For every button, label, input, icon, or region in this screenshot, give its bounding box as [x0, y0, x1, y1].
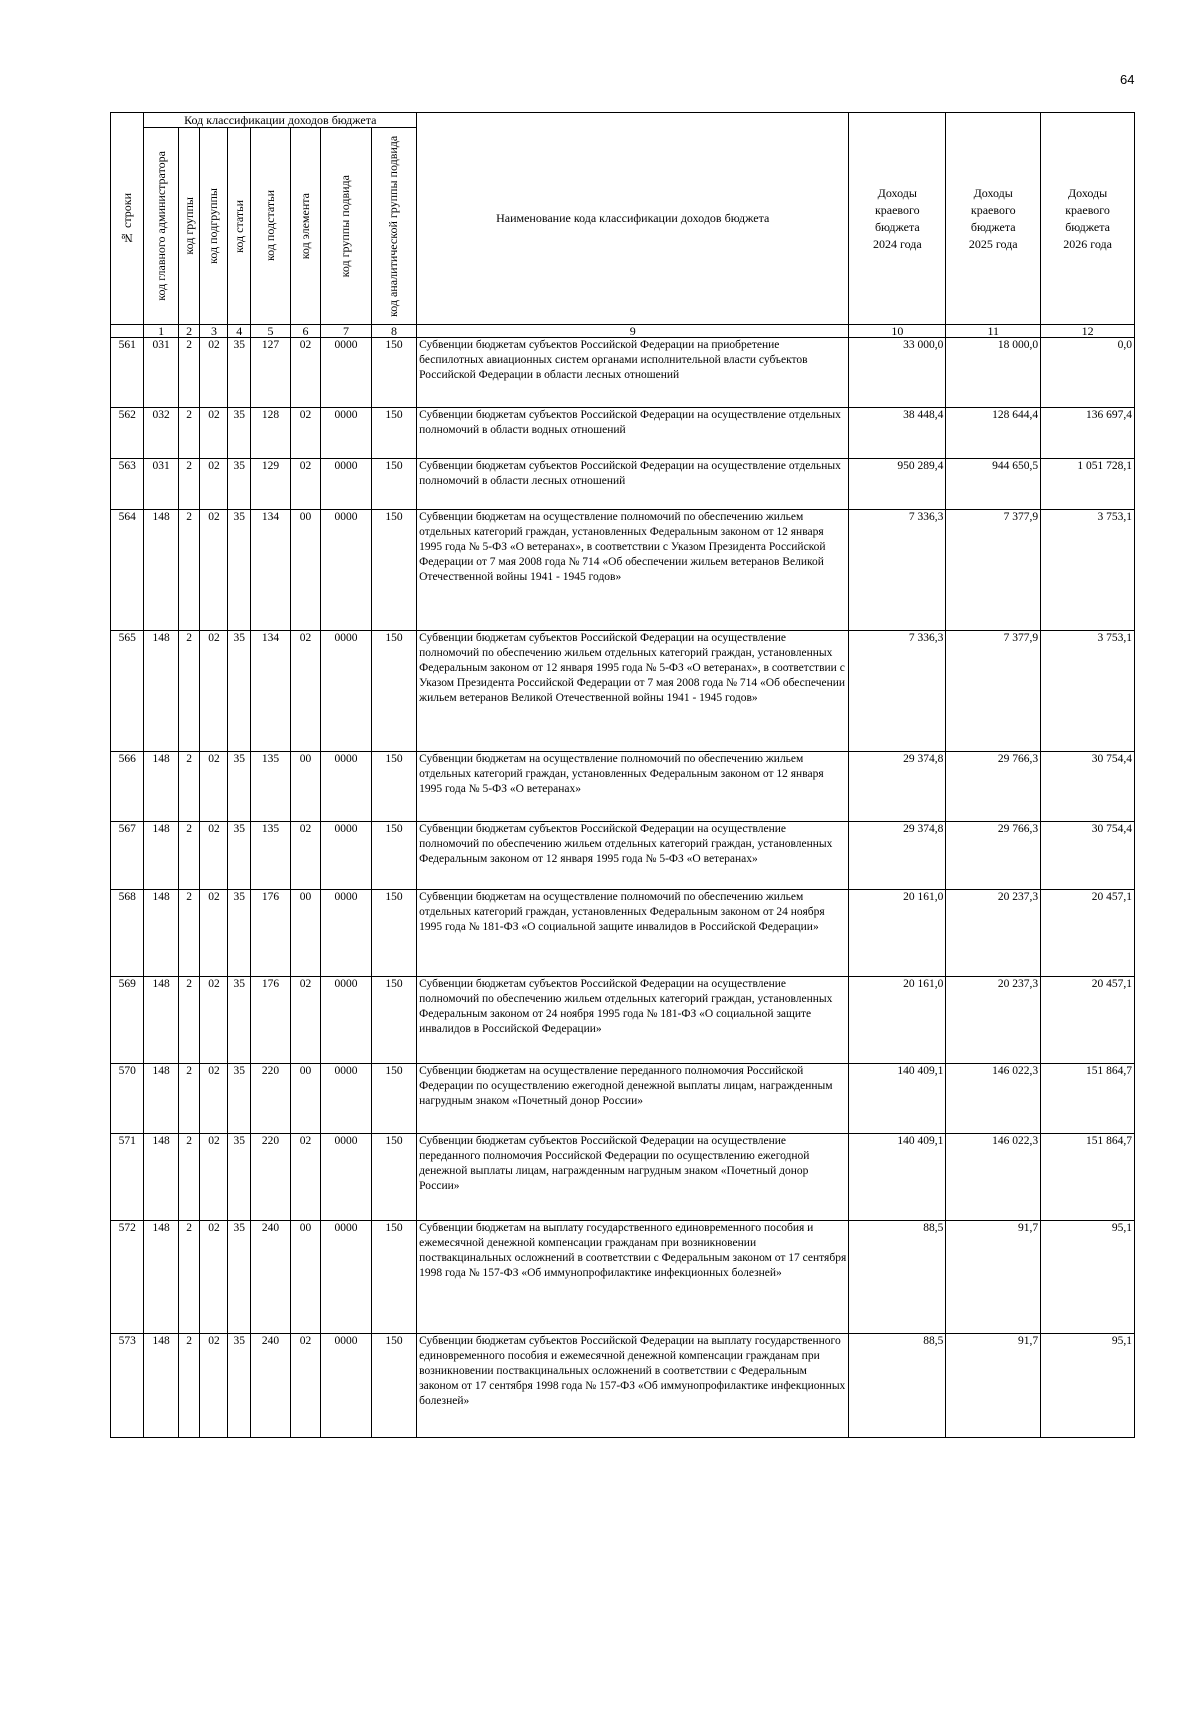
element-code-cell: 00	[290, 1221, 320, 1334]
subarticle-code-cell: 220	[251, 1064, 291, 1134]
subarticle-code-cell: 129	[251, 459, 291, 510]
article-code-cell: 35	[228, 1334, 251, 1438]
admin-code-cell: 032	[144, 408, 178, 459]
article-code-cell: 35	[228, 459, 251, 510]
sum-2026-cell: 0,0	[1041, 338, 1135, 408]
column-number: 10	[849, 325, 946, 338]
subtype-group-code-cell: 0000	[321, 510, 372, 631]
name-cell: Субвенции бюджетам субъектов Российской Федерации на осуществление полномочий по обеспечению жильем отдельных категорий граждан, установленных Федеральным законом от 12 января 1995 года № 5-ФЗ «О ветеранах»	[417, 822, 849, 890]
group-code-cell: 2	[178, 408, 200, 459]
article-code-cell: 35	[228, 1221, 251, 1334]
element-code-cell: 02	[290, 977, 320, 1064]
column-number: 12	[1041, 325, 1135, 338]
article-code-cell: 35	[228, 510, 251, 631]
sum-2024-cell: 20 161,0	[849, 890, 946, 977]
element-code-cell: 00	[290, 510, 320, 631]
subtype-group-code-cell: 0000	[321, 890, 372, 977]
analytic-group-code-cell: 150	[371, 1221, 416, 1334]
admin-code-cell: 148	[144, 1134, 178, 1221]
article-code-cell: 35	[228, 890, 251, 977]
name-cell: Субвенции бюджетам субъектов Российской Федерации на осуществление отдельных полномочий в области водных отношений	[417, 408, 849, 459]
sum-2025-cell: 91,7	[946, 1334, 1041, 1438]
name-cell: Субвенции бюджетам субъектов Российской Федерации на осуществление переданного полномочия Российской Федерации по осуществлению ежегодной денежной выплаты лицам, награжденным нагрудным знаком «Почетный донор России»	[417, 1134, 849, 1221]
article-code-cell: 35	[228, 1134, 251, 1221]
sum-2024-cell: 38 448,4	[849, 408, 946, 459]
table-row	[111, 1334, 1135, 1438]
subgroup-code-header: код подгруппы	[200, 128, 228, 325]
sum-2025-cell: 7 377,9	[946, 631, 1041, 752]
subarticle-code-cell: 176	[251, 977, 291, 1064]
table-row	[111, 1221, 1135, 1334]
element-code-cell: 02	[290, 822, 320, 890]
subtype-group-code-header: код группы подвида	[321, 128, 372, 325]
sum-2025-cell: 18 000,0	[946, 338, 1041, 408]
admin-code-cell: 148	[144, 822, 178, 890]
column-number: 3	[200, 325, 228, 338]
name-cell: Субвенции бюджетам на осуществление полномочий по обеспечению жильем отдельных категорий граждан, установленных Федеральным законом от 12 января 1995 года № 5-ФЗ «О ветеранах», в соответствии с Указом Президента Российской Федерации от 7 мая 2008 года № 714 «Об обеспечении жильем ветеранов Великой Отечественной войны 1941 - 1945 годов»	[417, 510, 849, 631]
sum-2024-cell: 7 336,3	[849, 631, 946, 752]
sum-2024-cell: 29 374,8	[849, 752, 946, 822]
column-number: 7	[321, 325, 372, 338]
name-cell: Субвенции бюджетам субъектов Российской Федерации на осуществление полномочий по обеспечению жильем отдельных категорий граждан, установленных Федеральным законом от 12 января 1995 года № 5-ФЗ «О ветеранах», в соответствии с Указом Президента Российской Федерации от 7 мая 2008 года № 714 «Об обеспечении жильем ветеранов Великой Отечественной войны 1941 - 1945 годов»	[417, 631, 849, 752]
row-number-header: № строки	[111, 113, 144, 325]
row-number-cell: 562	[111, 408, 144, 459]
row-number-cell: 565	[111, 631, 144, 752]
element-code-cell: 00	[290, 752, 320, 822]
subgroup-code-cell: 02	[200, 1334, 228, 1438]
sum-2025-cell: 146 022,3	[946, 1134, 1041, 1221]
subtype-group-code-cell: 0000	[321, 1334, 372, 1438]
admin-code-header: код главного администратора	[144, 128, 178, 325]
name-cell: Субвенции бюджетам на осуществление переданного полномочия Российской Федерации по осуществлению ежегодной денежной выплаты лицам, награжденным нагрудным знаком «Почетный донор России»	[417, 1064, 849, 1134]
group-code-cell: 2	[178, 1134, 200, 1221]
subarticle-code-cell: 127	[251, 338, 291, 408]
name-header: Наименование кода классификации доходов бюджета	[417, 113, 849, 325]
table-row	[111, 977, 1135, 1064]
admin-code-cell: 148	[144, 1221, 178, 1334]
sum-2026-cell: 136 697,4	[1041, 408, 1135, 459]
group-code-header: код группы	[178, 128, 200, 325]
column-number: 5	[251, 325, 291, 338]
column-number: 8	[371, 325, 416, 338]
subtype-group-code-cell: 0000	[321, 408, 372, 459]
group-code-cell: 2	[178, 822, 200, 890]
article-code-cell: 35	[228, 752, 251, 822]
name-cell: Субвенции бюджетам субъектов Российской Федерации на приобретение беспилотных авиационных систем органами исполнительной власти субъектов Российской Федерации в области лесных отношений	[417, 338, 849, 408]
table-row	[111, 890, 1135, 977]
admin-code-cell: 148	[144, 977, 178, 1064]
subtype-group-code-cell: 0000	[321, 459, 372, 510]
subarticle-code-cell: 135	[251, 822, 291, 890]
sum-2024-cell: 33 000,0	[849, 338, 946, 408]
analytic-group-code-cell: 150	[371, 890, 416, 977]
element-code-cell: 02	[290, 1334, 320, 1438]
analytic-group-code-cell: 150	[371, 977, 416, 1064]
analytic-group-code-cell: 150	[371, 752, 416, 822]
row-number-cell: 569	[111, 977, 144, 1064]
sum-2026-cell: 3 753,1	[1041, 510, 1135, 631]
row-number-cell: 570	[111, 1064, 144, 1134]
element-code-cell: 02	[290, 459, 320, 510]
sum-2025-cell: 944 650,5	[946, 459, 1041, 510]
element-code-cell: 02	[290, 338, 320, 408]
analytic-group-code-cell: 150	[371, 408, 416, 459]
sum-2024-cell: 140 409,1	[849, 1064, 946, 1134]
sum-2025-cell: 91,7	[946, 1221, 1041, 1334]
name-cell: Субвенции бюджетам субъектов Российской Федерации на осуществление отдельных полномочий в области лесных отношений	[417, 459, 849, 510]
analytic-group-code-cell: 150	[371, 1134, 416, 1221]
row-number-cell: 568	[111, 890, 144, 977]
subarticle-code-cell: 240	[251, 1334, 291, 1438]
sum-2025-cell: 20 237,3	[946, 890, 1041, 977]
name-cell: Субвенции бюджетам субъектов Российской Федерации на осуществление полномочий по обеспечению жильем отдельных категорий граждан, установленных Федеральным законом от 24 ноября 1995 года № 181-ФЗ «О социальной защите инвалидов в Российской Федерации»	[417, 977, 849, 1064]
subtype-group-code-cell: 0000	[321, 1064, 372, 1134]
subtype-group-code-cell: 0000	[321, 977, 372, 1064]
sum-2026-cell: 30 754,4	[1041, 752, 1135, 822]
article-code-cell: 35	[228, 408, 251, 459]
budget-revenue-table	[110, 112, 1135, 1438]
analytic-group-code-cell: 150	[371, 631, 416, 752]
sum-2026-header: Доходы краевого бюджета 2026 года	[1041, 113, 1135, 325]
column-number: 4	[228, 325, 251, 338]
page-number: 64	[1120, 72, 1135, 87]
sum-2024-cell: 29 374,8	[849, 822, 946, 890]
subarticle-code-cell: 134	[251, 510, 291, 631]
subtype-group-code-cell: 0000	[321, 631, 372, 752]
element-code-cell: 02	[290, 631, 320, 752]
group-code-cell: 2	[178, 631, 200, 752]
subgroup-code-cell: 02	[200, 408, 228, 459]
column-number: 1	[144, 325, 178, 338]
column-number: 11	[946, 325, 1041, 338]
subgroup-code-cell: 02	[200, 510, 228, 631]
admin-code-cell: 031	[144, 338, 178, 408]
analytic-group-code-cell: 150	[371, 459, 416, 510]
table-body	[111, 338, 1135, 1438]
table-row	[111, 338, 1135, 408]
sum-2024-cell: 88,5	[849, 1221, 946, 1334]
admin-code-cell: 148	[144, 752, 178, 822]
sum-2026-cell: 95,1	[1041, 1334, 1135, 1438]
sum-2024-header: Доходы краевого бюджета 2024 года	[849, 113, 946, 325]
subgroup-code-cell: 02	[200, 338, 228, 408]
analytic-group-code-header: код аналитической группы подвида	[371, 128, 416, 325]
admin-code-cell: 148	[144, 1334, 178, 1438]
sum-2025-cell: 128 644,4	[946, 408, 1041, 459]
group-code-cell: 2	[178, 1334, 200, 1438]
article-code-cell: 35	[228, 338, 251, 408]
subarticle-code-cell: 240	[251, 1221, 291, 1334]
sum-2026-cell: 151 864,7	[1041, 1134, 1135, 1221]
analytic-group-code-cell: 150	[371, 822, 416, 890]
sum-2024-cell: 88,5	[849, 1334, 946, 1438]
column-number: 9	[417, 325, 849, 338]
sum-2025-cell: 29 766,3	[946, 752, 1041, 822]
subgroup-code-cell: 02	[200, 1221, 228, 1334]
analytic-group-code-cell: 150	[371, 338, 416, 408]
column-number: 2	[178, 325, 200, 338]
subarticle-code-cell: 135	[251, 752, 291, 822]
row-number-cell: 567	[111, 822, 144, 890]
column-number	[111, 325, 144, 338]
sum-2025-cell: 20 237,3	[946, 977, 1041, 1064]
subtype-group-code-cell: 0000	[321, 1134, 372, 1221]
sum-2024-cell: 950 289,4	[849, 459, 946, 510]
row-number-cell: 571	[111, 1134, 144, 1221]
sum-2026-cell: 3 753,1	[1041, 631, 1135, 752]
row-number-cell: 572	[111, 1221, 144, 1334]
analytic-group-code-cell: 150	[371, 1334, 416, 1438]
element-code-cell: 00	[290, 890, 320, 977]
element-code-cell: 02	[290, 408, 320, 459]
subgroup-code-cell: 02	[200, 1064, 228, 1134]
subarticle-code-cell: 176	[251, 890, 291, 977]
row-number-cell: 564	[111, 510, 144, 631]
sum-2026-cell: 1 051 728,1	[1041, 459, 1135, 510]
table-row	[111, 822, 1135, 890]
table-row	[111, 631, 1135, 752]
column-number-row	[111, 325, 1135, 338]
table-row	[111, 408, 1135, 459]
row-number-cell: 561	[111, 338, 144, 408]
group-code-cell: 2	[178, 977, 200, 1064]
element-code-cell: 02	[290, 1134, 320, 1221]
table-row	[111, 1064, 1135, 1134]
subtype-group-code-cell: 0000	[321, 338, 372, 408]
group-code-cell: 2	[178, 890, 200, 977]
sum-2025-cell: 29 766,3	[946, 822, 1041, 890]
admin-code-cell: 148	[144, 890, 178, 977]
sum-2024-cell: 140 409,1	[849, 1134, 946, 1221]
name-cell: Субвенции бюджетам на осуществление полномочий по обеспечению жильем отдельных категорий граждан, установленных Федеральным законом от 24 ноября 1995 года № 181-ФЗ «О социальной защите инвалидов в Российской Федерации»	[417, 890, 849, 977]
element-code-header: код элемента	[290, 128, 320, 325]
subgroup-code-cell: 02	[200, 822, 228, 890]
group-code-cell: 2	[178, 338, 200, 408]
admin-code-cell: 148	[144, 631, 178, 752]
subtype-group-code-cell: 0000	[321, 1221, 372, 1334]
analytic-group-code-cell: 150	[371, 1064, 416, 1134]
table-row	[111, 459, 1135, 510]
subtype-group-code-cell: 0000	[321, 822, 372, 890]
subgroup-code-cell: 02	[200, 1134, 228, 1221]
sum-2026-cell: 30 754,4	[1041, 822, 1135, 890]
admin-code-cell: 148	[144, 510, 178, 631]
subtype-group-code-cell: 0000	[321, 752, 372, 822]
sum-2025-cell: 146 022,3	[946, 1064, 1041, 1134]
article-code-cell: 35	[228, 822, 251, 890]
subarticle-code-header: код подстатьи	[251, 128, 291, 325]
group-code-cell: 2	[178, 1221, 200, 1334]
analytic-group-code-cell: 150	[371, 510, 416, 631]
table-row	[111, 752, 1135, 822]
article-code-cell: 35	[228, 977, 251, 1064]
group-code-cell: 2	[178, 510, 200, 631]
subarticle-code-cell: 128	[251, 408, 291, 459]
admin-code-cell: 148	[144, 1064, 178, 1134]
subgroup-code-cell: 02	[200, 977, 228, 1064]
sum-2026-cell: 20 457,1	[1041, 977, 1135, 1064]
subgroup-code-cell: 02	[200, 890, 228, 977]
group-code-cell: 2	[178, 459, 200, 510]
article-code-header: код статьи	[228, 128, 251, 325]
sum-2026-cell: 20 457,1	[1041, 890, 1135, 977]
row-number-cell: 566	[111, 752, 144, 822]
admin-code-cell: 031	[144, 459, 178, 510]
subgroup-code-cell: 02	[200, 459, 228, 510]
table-row	[111, 1134, 1135, 1221]
group-code-cell: 2	[178, 1064, 200, 1134]
sum-2026-cell: 95,1	[1041, 1221, 1135, 1334]
article-code-cell: 35	[228, 1064, 251, 1134]
subgroup-code-cell: 02	[200, 631, 228, 752]
sum-2025-cell: 7 377,9	[946, 510, 1041, 631]
subarticle-code-cell: 220	[251, 1134, 291, 1221]
row-number-cell: 573	[111, 1334, 144, 1438]
classification-code-header: Код классификации доходов бюджета	[144, 113, 417, 128]
sum-2024-cell: 20 161,0	[849, 977, 946, 1064]
name-cell: Субвенции бюджетам на осуществление полномочий по обеспечению жильем отдельных категорий граждан, установленных Федеральным законом от 12 января 1995 года № 5-ФЗ «О ветеранах»	[417, 752, 849, 822]
sum-2025-header: Доходы краевого бюджета 2025 года	[946, 113, 1041, 325]
subarticle-code-cell: 134	[251, 631, 291, 752]
sum-2024-cell: 7 336,3	[849, 510, 946, 631]
article-code-cell: 35	[228, 631, 251, 752]
subgroup-code-cell: 02	[200, 752, 228, 822]
table-row	[111, 510, 1135, 631]
row-number-cell: 563	[111, 459, 144, 510]
group-code-cell: 2	[178, 752, 200, 822]
name-cell: Субвенции бюджетам субъектов Российской Федерации на выплату государственного единовременного пособия и ежемесячной денежной компенсации гражданам при возникновении поствакцинальных осложнений в соответствии с Федеральным законом от 17 сентября 1998 года № 157-ФЗ «Об иммунопрофилактике инфекционных болезней»	[417, 1334, 849, 1438]
element-code-cell: 00	[290, 1064, 320, 1134]
sum-2026-cell: 151 864,7	[1041, 1064, 1135, 1134]
name-cell: Субвенции бюджетам на выплату государственного единовременного пособия и ежемесячной денежной компенсации гражданам при возникновении поствакцинальных осложнений в соответствии с Федеральным законом от 17 сентября 1998 года № 157-ФЗ «Об иммунопрофилактике инфекционных болезней»	[417, 1221, 849, 1334]
column-number: 6	[290, 325, 320, 338]
